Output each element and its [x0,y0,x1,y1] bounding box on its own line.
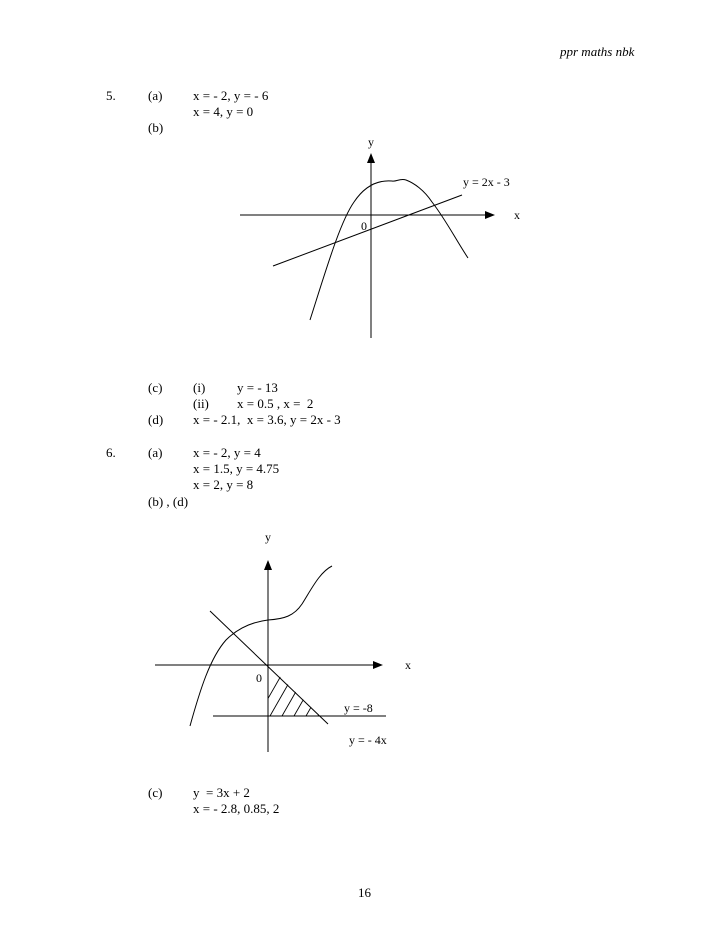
q5-c-label: (c) [148,380,163,395]
q5-b-label: (b) [148,120,164,135]
q6-number: 6. [106,445,116,460]
q5-c-ii: x = 0.5 , x = 2 [237,396,314,411]
q5-x-label: x [514,208,520,222]
q5-d-label: (d) [148,412,164,427]
q6-c-line2: x = - 2.8, 0.85, 2 [193,801,280,816]
q5-a-line2: x = 4, y = 0 [193,104,254,119]
q5-c-i-label: (i) [193,380,206,395]
q6-a-line3: x = 2, y = 8 [193,477,254,492]
q5-a-line1: x = - 2, y = - 6 [193,88,269,103]
q5-y-label: y [368,135,374,149]
q5-origin-label: 0 [361,219,367,233]
page-number: 16 [358,885,371,900]
q6-a-line2: x = 1.5, y = 4.75 [193,461,280,476]
q5-line-label: y = 2x - 3 [463,175,510,189]
q6-bd-label: (b) , (d) [148,494,189,509]
q6-y-arrow-icon [264,560,272,570]
q6-a-label: (a) [148,445,163,460]
q6-curve [190,566,332,726]
q5-number: 5. [106,88,116,103]
q6-origin-label: 0 [256,671,262,685]
q6-a-line1: x = - 2, y = 4 [193,445,261,460]
q6-x-arrow-icon [373,661,383,669]
q5-c-ii-label: (ii) [193,396,209,411]
q6-line-y-minus-4x [210,611,328,724]
q6-c-line1: y = 3x + 2 [193,785,250,800]
q6-line2-label: y = - 4x [349,733,387,747]
page-header: ppr maths nbk [560,44,635,59]
q5-c-i: y = - 13 [237,380,278,395]
q5-a-label: (a) [148,88,163,103]
q6-c-label: (c) [148,785,163,800]
q5-d: x = - 2.1, x = 3.6, y = 2x - 3 [193,412,341,427]
q6-x-label: x [405,658,411,672]
q6-shaded-region [250,660,350,730]
q6-y-label: y [265,530,271,544]
q6-line1-label: y = -8 [344,701,373,715]
